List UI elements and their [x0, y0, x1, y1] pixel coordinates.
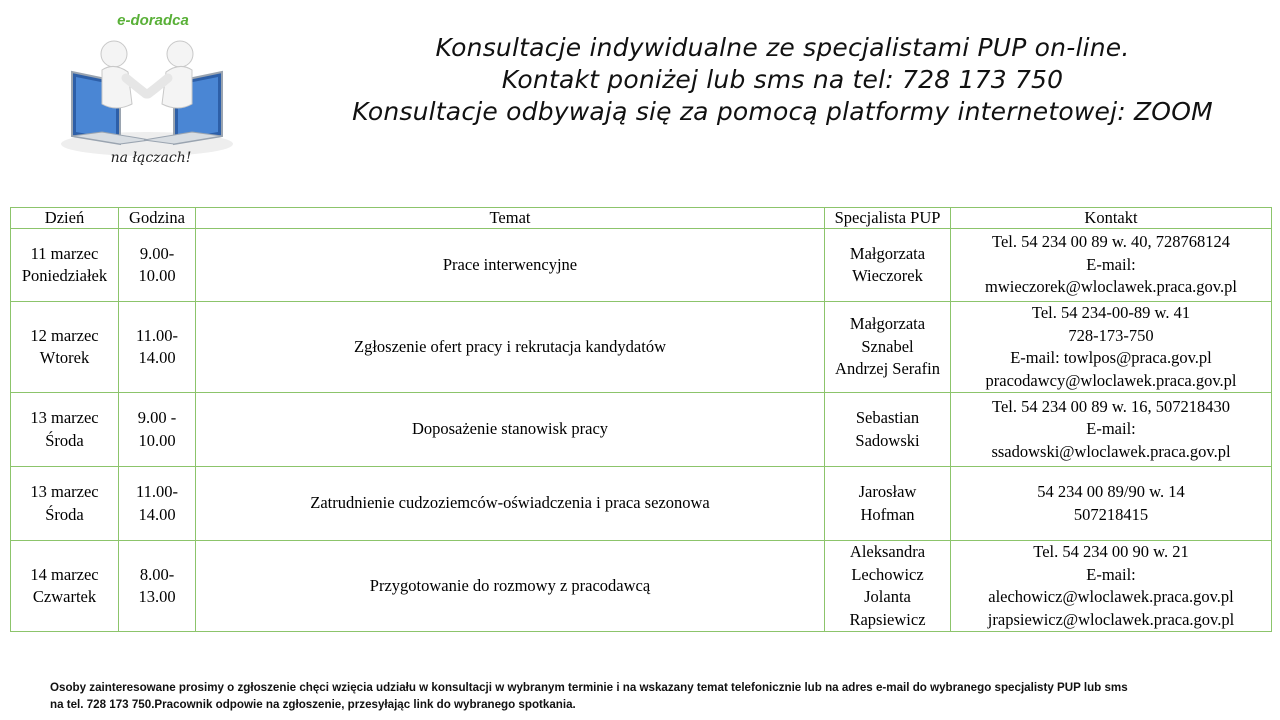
handshake-laptops-icon — [58, 32, 236, 157]
table-row — [11, 302, 1272, 393]
contact-email[interactable]: mwieczorek@wloclawek.praca.gov.pl — [985, 277, 1237, 297]
cell-time — [119, 541, 196, 632]
specialist-line: Sznabel — [861, 336, 914, 356]
day-date: 11 marzec — [30, 243, 99, 263]
contact-phone: Tel. 54 234-00-89 w. 41 — [1031, 303, 1191, 322]
contact-phone: 54 234 00 89/90 w. 14 — [1037, 482, 1185, 501]
cell-topic: Doposażenie stanowisk pracy — [196, 393, 825, 467]
column-header-specialist: Specjalista PUP — [825, 208, 951, 229]
footer-line-1: Osoby zainteresowane prosimy o zgłoszenie chęci wzięcia udziału w konsultacji w wybranym terminie i na wskazany temat telefonicznie lub na adres e-mail do wybranego specjalisty PUP lub sms — [50, 681, 1128, 694]
column-header-contact: Kontakt — [951, 208, 1272, 229]
contact-email-label: E-mail: — [1086, 419, 1136, 439]
page-header — [290, 32, 1275, 128]
time-start: 11.00- — [135, 482, 178, 501]
day-weekday: Środa — [45, 504, 84, 524]
header-line-3: Konsultacje odbywają się za pomocą platformy internetowej: ZOOM — [352, 97, 1213, 126]
contact-email[interactable]: ssadowski@wloclawek.praca.gov.pl — [991, 441, 1231, 461]
cell-time — [119, 393, 196, 467]
specialist-line: Sebastian — [855, 408, 920, 427]
cell-day — [11, 393, 119, 467]
cell-day — [11, 302, 119, 393]
table-row — [11, 467, 1272, 541]
contact-email[interactable]: alechowicz@wloclawek.praca.gov.pl — [988, 587, 1234, 606]
time-end: 14.00 — [138, 348, 176, 367]
specialist-line: Lechowicz — [851, 564, 924, 584]
cell-topic: Przygotowanie do rozmowy z pracodawcą — [196, 541, 825, 632]
header-line-2: Kontakt poniżej lub sms na tel: 728 173 750 — [501, 65, 1064, 94]
contact-phone: Tel. 54 234 00 89 w. 40, 728768124 — [992, 232, 1230, 252]
time-start: 11.00- — [135, 325, 178, 345]
contact-phone: Tel. 54 234 00 90 w. 21 — [1033, 542, 1189, 561]
specialist-line: Wieczorek — [852, 266, 923, 285]
table-row — [11, 393, 1272, 467]
day-weekday: Wtorek — [39, 348, 90, 367]
table-row — [11, 229, 1272, 302]
specialist-line: Aleksandra — [849, 542, 926, 561]
consultation-schedule-table — [10, 207, 1272, 632]
contact-email[interactable]: pracodawcy@wloclawek.praca.gov.pl — [985, 370, 1237, 390]
contact-phone-mobile: 507218415 — [1073, 504, 1149, 524]
cell-topic: Zgłoszenie ofert pracy i rekrutacja kandydatów — [196, 302, 825, 393]
cell-time — [119, 229, 196, 302]
contact-email-label: E-mail: — [1086, 564, 1136, 584]
logo-caption: na łączach! — [110, 150, 192, 166]
cell-contact — [951, 393, 1272, 467]
specialist-line: Rapsiewicz — [849, 609, 926, 629]
day-date: 13 marzec — [30, 482, 99, 501]
cell-specialist — [825, 541, 951, 632]
logo-brand-text: e-doradca — [117, 12, 189, 29]
cell-contact — [951, 229, 1272, 302]
time-end: 10.00 — [138, 266, 176, 285]
specialist-line: Andrzej Serafin — [835, 359, 940, 379]
specialist-line: Małgorzata — [849, 243, 926, 263]
day-weekday: Poniedziałek — [21, 266, 108, 285]
cell-day — [11, 467, 119, 541]
contact-email[interactable]: jrapsiewicz@wloclawek.praca.gov.pl — [987, 609, 1235, 629]
time-end: 14.00 — [138, 504, 176, 524]
contact-phone-mobile: 728-173-750 — [1068, 325, 1154, 345]
column-header-time: Godzina — [119, 208, 196, 229]
footer-line-2: na tel. 728 173 750.Pracownik odpowie na zgłoszenie, przesyłając link do wybranego spotkania. — [50, 698, 576, 711]
day-weekday: Środa — [45, 430, 84, 450]
cell-topic: Zatrudnienie cudzoziemców-oświadczenia i praca sezonowa — [196, 467, 825, 541]
cell-day — [11, 229, 119, 302]
column-header-day: Dzień — [11, 208, 119, 229]
contact-email[interactable]: E-mail: towlpos@praca.gov.pl — [1010, 348, 1212, 367]
cell-specialist — [825, 229, 951, 302]
cell-specialist — [825, 393, 951, 467]
cell-contact — [951, 302, 1272, 393]
contact-email-label: E-mail: — [1086, 254, 1136, 274]
time-end: 13.00 — [138, 587, 176, 606]
cell-topic: Prace interwencyjne — [196, 229, 825, 302]
cell-time — [119, 302, 196, 393]
specialist-line: Sadowski — [855, 430, 920, 450]
specialist-line: Małgorzata — [849, 314, 926, 334]
table-row — [11, 541, 1272, 632]
day-weekday: Czwartek — [32, 587, 97, 606]
specialist-line: Hofman — [860, 504, 915, 524]
cell-time — [119, 467, 196, 541]
cell-specialist — [825, 467, 951, 541]
time-start: 9.00- — [139, 243, 175, 263]
table-header-row — [11, 208, 1272, 229]
time-start: 9.00 - — [137, 408, 177, 427]
cell-specialist — [825, 302, 951, 393]
cell-contact — [951, 541, 1272, 632]
day-date: 14 marzec — [30, 564, 99, 584]
cell-contact — [951, 467, 1272, 541]
time-end: 10.00 — [138, 430, 176, 450]
contact-phone: Tel. 54 234 00 89 w. 16, 507218430 — [992, 396, 1230, 416]
header-line-1: Konsultacje indywidualne ze specjalistami PUP on-line. — [435, 33, 1130, 62]
e-doradca-logo — [58, 10, 238, 175]
specialist-line: Jarosław — [858, 482, 917, 501]
footer-note — [50, 679, 1265, 713]
column-header-topic: Temat — [196, 208, 825, 229]
cell-day — [11, 541, 119, 632]
specialist-line: Jolanta — [864, 587, 911, 606]
day-date: 13 marzec — [30, 408, 99, 427]
day-date: 12 marzec — [30, 325, 99, 345]
time-start: 8.00- — [139, 564, 175, 584]
